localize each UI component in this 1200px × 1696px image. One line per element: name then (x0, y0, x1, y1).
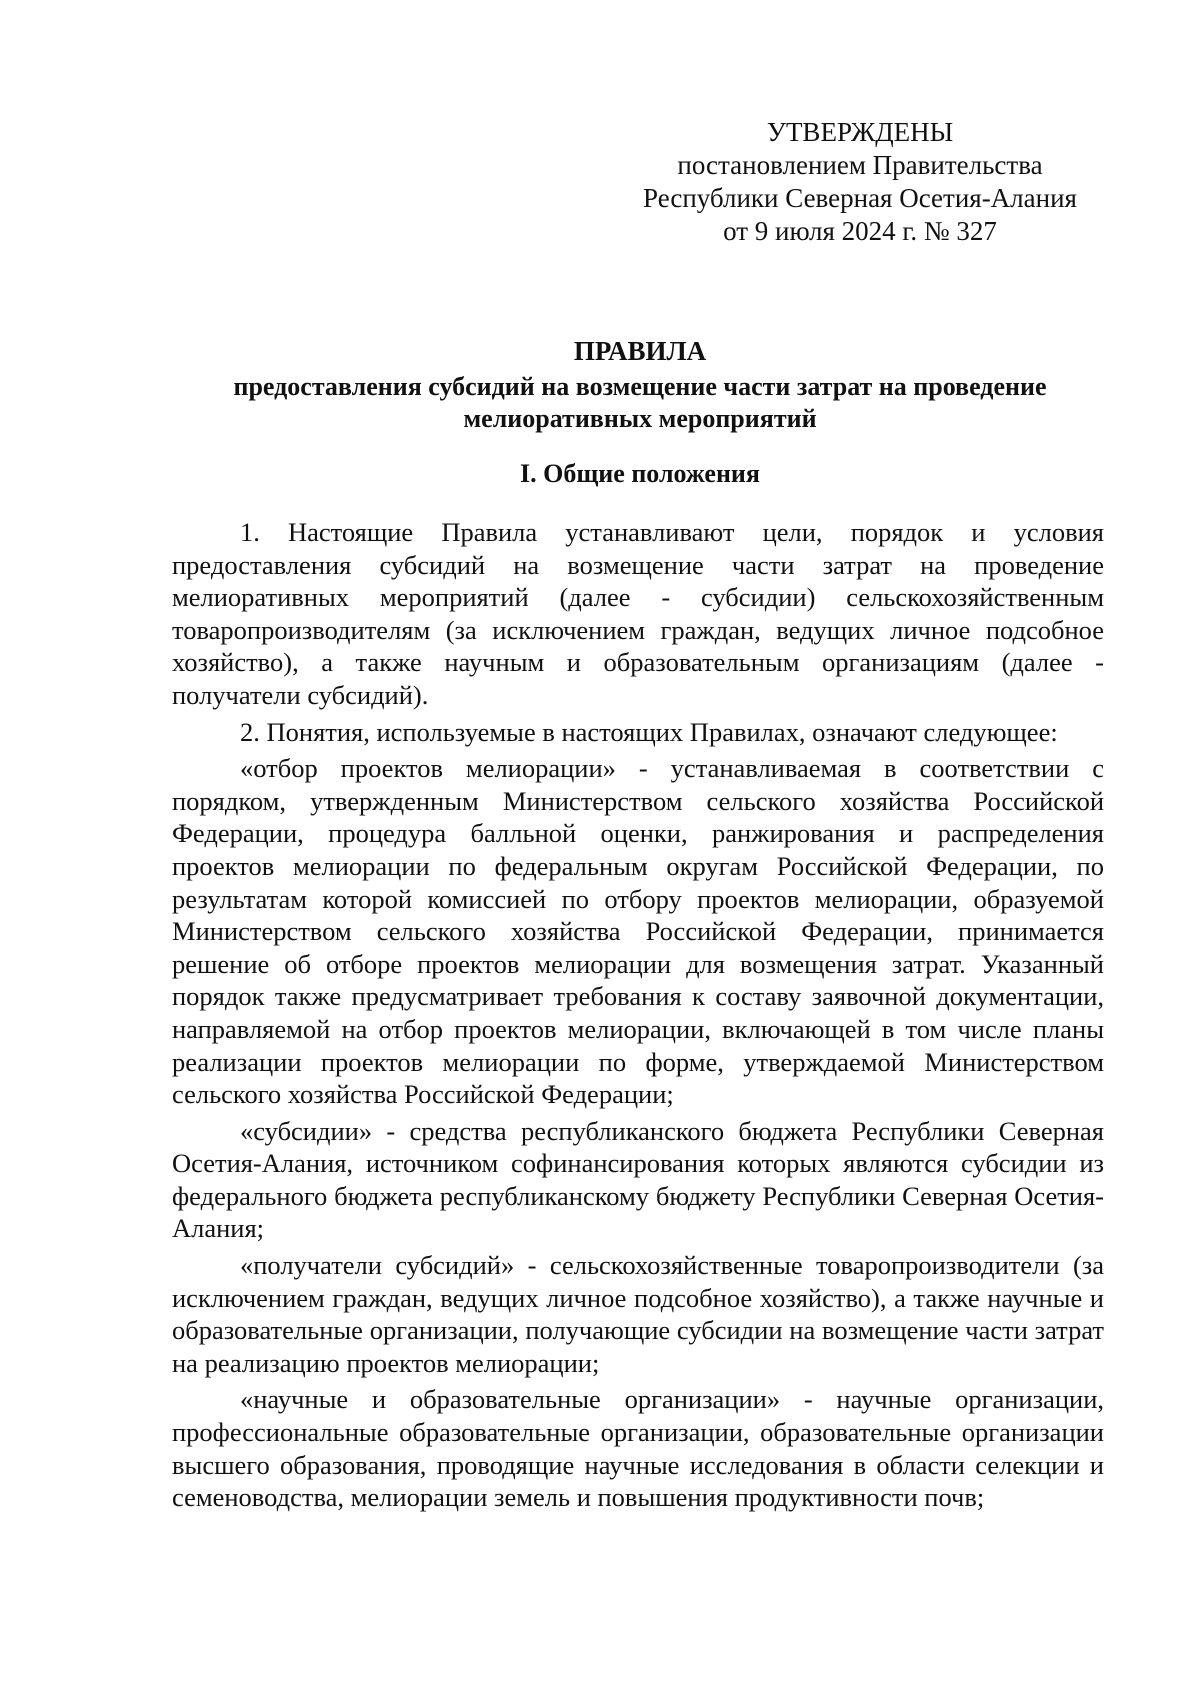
document-body (172, 516, 1104, 1514)
document-title (170, 335, 1110, 435)
section-heading: I. Общие положения (520, 459, 760, 488)
title-subtitle-line-1: предоставления субсидий на возмещение части затрат на проведение (233, 372, 1047, 401)
definition-recipients: «получатели субсидий» - сельскохозяйственные товаропроизводители (за исключением граждан, ведущих личное подсобное хозяйство), а также научные и образовательные организации, получающие субсидии на возмещение части затрат на реализацию проектов мелиорации; (172, 1250, 1104, 1378)
paragraph-1: 1. Настоящие Правила устанавливают цели, порядок и условия предоставления субсидий на возмещение части затрат на проведение мелиоративных мероприятий (далее - субсидии) сельскохозяйственным товаропроизводителям (за исключением граждан, ведущих личное подсобное хозяйство), а также научным и образовательным организациям (далее - получатели субсидий). (172, 517, 1104, 710)
definition-project-selection: «отбор проектов мелиорации» - устанавливаемая в соответствии с порядком, утвержденным Министерством сельского хозяйства Российской Федерации, процедура балльной оценки, ранжирования и распределения проектов мелиорации по федеральным округам Российской Федерации, по результатам которой комиссией по отбору проектов мелиорации, образуемой Министерством сельского хозяйства Российской Федерации, принимается решение об отборе проектов мелиорации для возмещения затрат. Указанный порядок также предусматривает требования к составу заявочной документации, направляемой на отбор проектов мелиорации, включающей в том числе планы реализации проектов мелиорации по форме, утверждаемой Министерством сельского хозяйства Российской Федерации; (172, 753, 1104, 1110)
paragraph-2: 2. Понятия, используемые в настоящих Правилах, означают следующее: (240, 716, 1058, 747)
definition-subsidies: «субсидии» - средства республиканского бюджета Республики Северная Осетия-Алания, источником софинансирования которых являются субсидии из федерального бюджета республиканскому бюджету Республики Северная Осетия-Алания; (172, 1115, 1104, 1244)
approval-region-line: Республики Северная Осетия-Алания (643, 183, 1077, 213)
definition-organizations: «научные и образовательные организации» - научные организации, профессиональные образовательные организации, образовательные организации высшего образования, проводящие научные исследования в области селекции и семеноводства, мелиорации земель и повышения продуктивности почв; (172, 1384, 1104, 1513)
approval-decree-line: постановлением Правительства (677, 150, 1043, 180)
approval-date-line: от 9 июля 2024 г. № 327 (723, 216, 997, 246)
approval-heading: УТВЕРЖДЕНЫ (766, 117, 954, 147)
title-main: ПРАВИЛА (573, 336, 707, 366)
title-subtitle-line-2: мелиоративных мероприятий (463, 404, 817, 433)
approval-stamp (600, 116, 1120, 248)
